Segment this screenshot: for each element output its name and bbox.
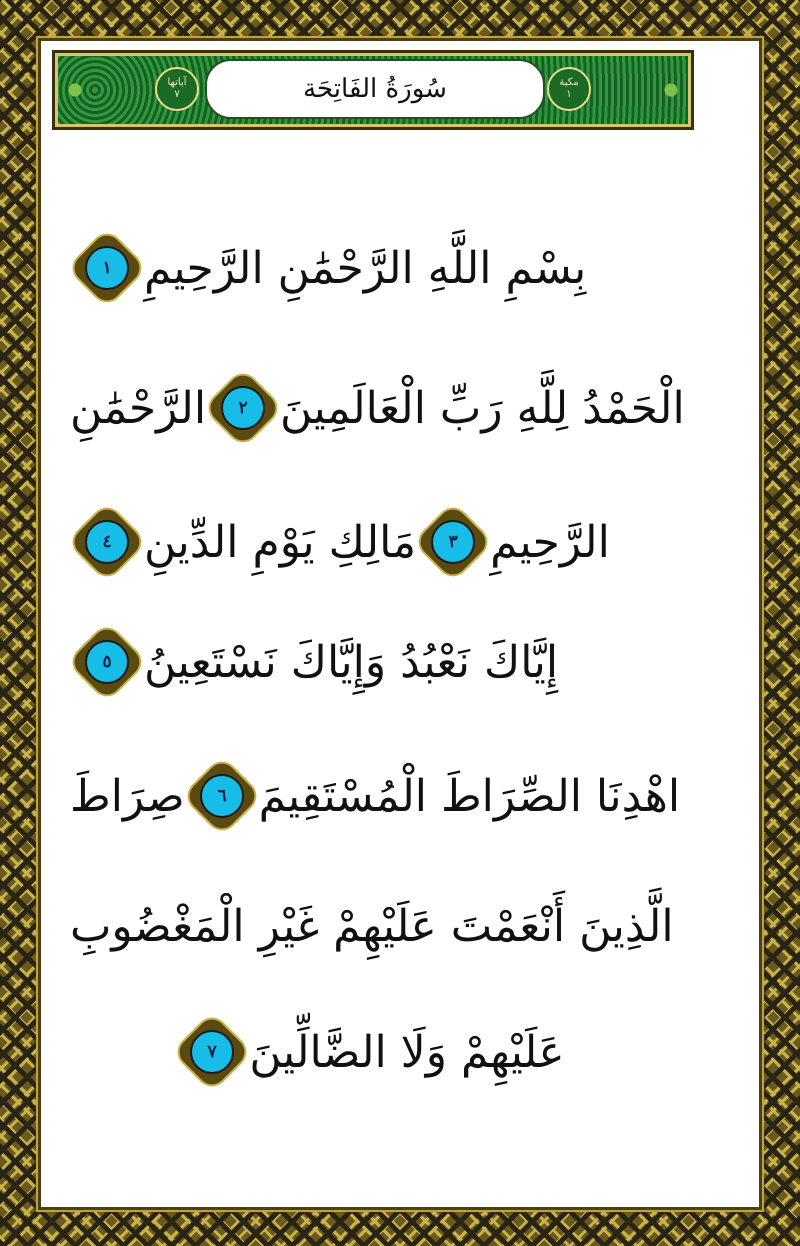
surah-title-text: سُورَةُ الفَاتِحَة	[303, 74, 447, 104]
text-line-7	[70, 1012, 670, 1092]
text-line-5	[70, 756, 681, 836]
verse-text: اهْدِنَا الصِّرَاطَ الْمُسْتَقِيمَ	[258, 770, 681, 822]
medallion-value: ٧	[174, 89, 180, 100]
ayah-number: ٣	[431, 520, 475, 564]
surah-title	[205, 59, 545, 119]
verse-text: الَّذِينَ أَنْعَمْتَ عَلَيْهِمْ غَيْرِ الْمَغْضُوبِ	[70, 900, 674, 952]
ayah-marker-7	[174, 1014, 250, 1090]
verse-text: الرَّحِيمِ	[490, 516, 610, 568]
ayah-count-medallion	[155, 67, 199, 111]
verse-text: صِرَاطَ	[70, 770, 185, 822]
ayah-number: ٦	[200, 774, 244, 818]
ayah-marker-5	[69, 624, 145, 700]
ayah-number: ١	[85, 246, 129, 290]
verse-text: الرَّحْمَٰنِ	[70, 382, 207, 434]
verse-text: مَالِكِ يَوْمِ الدِّينِ	[144, 516, 417, 568]
text-line-6	[70, 886, 674, 966]
ayah-number: ٧	[190, 1030, 234, 1074]
verse-text: عَلَيْهِمْ وَلَا الضَّالِّينَ	[249, 1026, 565, 1078]
surah-order-medallion	[547, 67, 591, 111]
ayah-marker-1	[69, 230, 145, 306]
medallion-label: مكية	[559, 77, 579, 88]
verse-text: بِسْمِ اللَّهِ الرَّحْمَٰنِ الرَّحِيمِ	[144, 242, 587, 294]
medallion-label: آياتها	[167, 77, 187, 88]
surah-header	[52, 50, 694, 130]
ayah-marker-3	[415, 504, 491, 580]
verse-text: الْحَمْدُ لِلَّهِ رَبِّ الْعَالَمِينَ	[280, 382, 685, 434]
ayah-marker-2	[205, 370, 281, 446]
text-line-3	[70, 502, 670, 582]
ayah-marker-6	[183, 758, 259, 834]
verse-text: إِيَّاكَ نَعْبُدُ وَإِيَّاكَ نَسْتَعِينُ	[144, 636, 559, 688]
ayah-number: ٤	[85, 520, 129, 564]
ayah-number: ٢	[221, 386, 265, 430]
medallion-value: ١	[566, 89, 572, 100]
text-line-1	[70, 228, 670, 308]
ayah-marker-4	[69, 504, 145, 580]
text-line-2	[70, 368, 685, 448]
text-line-4	[70, 622, 670, 702]
ayah-number: ٥	[85, 640, 129, 684]
